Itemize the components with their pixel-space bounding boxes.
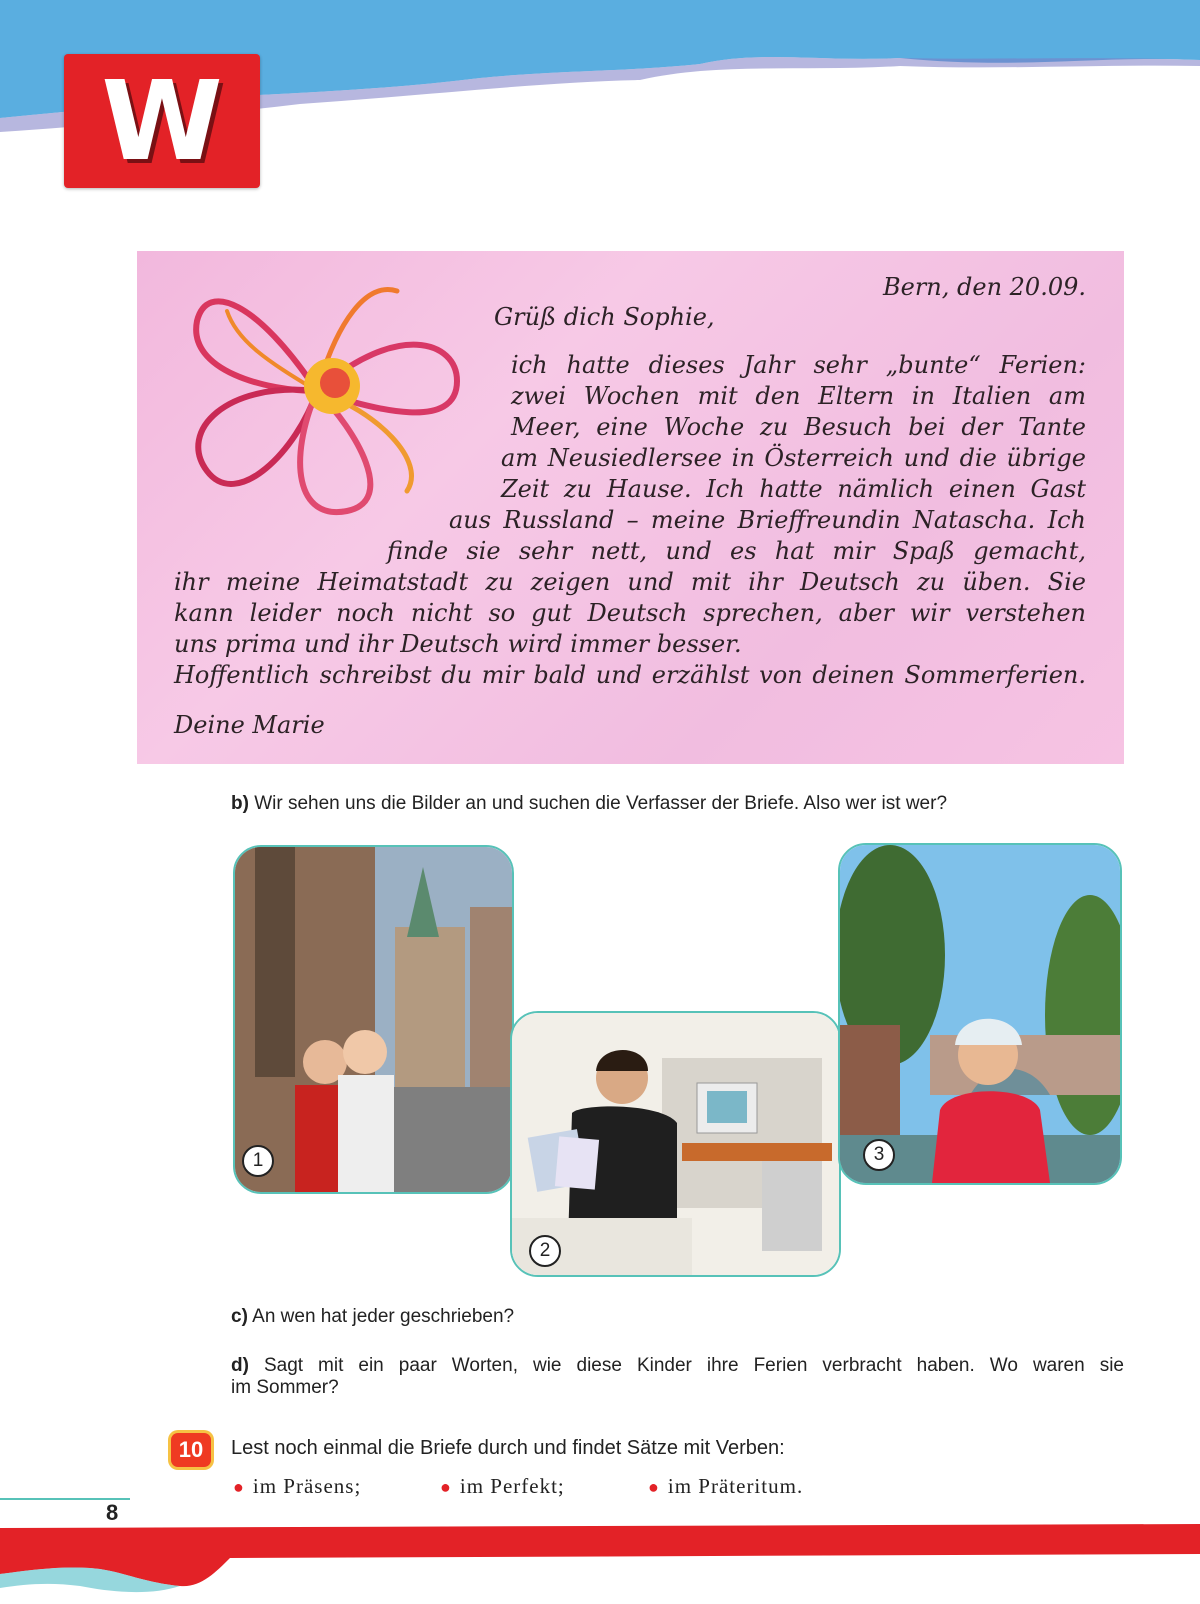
footer-band bbox=[0, 1518, 1200, 1604]
bullet-item bbox=[233, 1474, 361, 1499]
letter-line: uns prima und ihr Deutsch wird immer besser. bbox=[174, 630, 742, 658]
letter-greeting: Grüß dich Sophie, bbox=[494, 303, 715, 331]
letter-panel bbox=[137, 251, 1124, 764]
exercise-instruction: Lest noch einmal die Briefe durch und findet Sätze mit Verben: bbox=[231, 1437, 785, 1459]
letter-line: kann leider noch nicht so gut Deutsch sprechen, aber wir verstehen bbox=[174, 599, 1086, 627]
letter-line: am Neusiedlersee in Österreich und die übrige bbox=[501, 444, 1086, 472]
bullet-item bbox=[648, 1474, 803, 1499]
photo-2-image bbox=[512, 1013, 839, 1275]
letter-date: Bern, den 20.09. bbox=[882, 273, 1086, 301]
flower-illustration bbox=[167, 261, 477, 531]
photo-1 bbox=[233, 845, 514, 1194]
logo-letter: W bbox=[101, 57, 223, 185]
bullet-dot-icon: ● bbox=[440, 1477, 452, 1497]
letter-closing: Deine Marie bbox=[174, 711, 325, 739]
page-number: 8 bbox=[106, 1500, 119, 1525]
task-b bbox=[231, 793, 947, 815]
letter-line: aus Russland – meine Brieffreundin Natascha. Ich bbox=[449, 506, 1086, 534]
task-c bbox=[231, 1306, 514, 1328]
photo-3-image bbox=[840, 845, 1120, 1183]
letter-line: ihr meine Heimatstadt zu zeigen und mit ihr Deutsch zu üben. Sie bbox=[174, 568, 1086, 596]
task-label: c) bbox=[231, 1306, 248, 1327]
task-text: Sagt mit ein paar Worten, wie diese Kinder ihre Ferien verbracht haben. Wo waren sie bbox=[263, 1355, 1124, 1376]
photo-3 bbox=[838, 843, 1122, 1185]
letter-line: zwei Wochen mit den Eltern in Italien am bbox=[511, 382, 1086, 410]
letter-line: Meer, eine Woche zu Besuch bei der Tante bbox=[511, 413, 1086, 441]
task-text: An wen hat jeder geschrieben? bbox=[252, 1306, 515, 1327]
letter-line: ich hatte dieses Jahr sehr „bunte“ Ferien: bbox=[511, 351, 1086, 379]
photo-number-badge: 3 bbox=[863, 1139, 895, 1171]
bullet-item bbox=[440, 1474, 565, 1499]
letter-line: Hoffentlich schreibst du mir bald und erzählst von deinen Sommerferien. bbox=[174, 661, 1086, 689]
bullet-dot-icon: ● bbox=[648, 1477, 660, 1497]
bullet-dot-icon: ● bbox=[233, 1477, 245, 1497]
photo-number-badge: 2 bbox=[529, 1235, 561, 1267]
bullet-text: im Präteritum. bbox=[667, 1474, 804, 1498]
chapter-logo bbox=[64, 54, 260, 188]
photo-number-badge: 1 bbox=[242, 1145, 274, 1177]
task-d bbox=[231, 1355, 1124, 1399]
letter-line: finde sie sehr nett, und es hat mir Spaß gemacht, bbox=[387, 537, 1086, 565]
letter-line: Zeit zu Hause. Ich hatte nämlich einen Gast bbox=[501, 475, 1086, 503]
task-text: Wir sehen uns die Bilder an und suchen die Verfasser der Briefe. Also wer ist wer? bbox=[254, 793, 948, 814]
photo-2 bbox=[510, 1011, 841, 1277]
task-text: im Sommer? bbox=[231, 1377, 339, 1398]
task-label: d) bbox=[231, 1355, 249, 1376]
bullet-text: im Präsens; bbox=[252, 1474, 362, 1498]
exercise-number: 10 bbox=[171, 1433, 211, 1467]
photo-1-image bbox=[235, 847, 512, 1192]
bullet-text: im Perfekt; bbox=[459, 1474, 565, 1498]
task-label: b) bbox=[231, 793, 249, 814]
